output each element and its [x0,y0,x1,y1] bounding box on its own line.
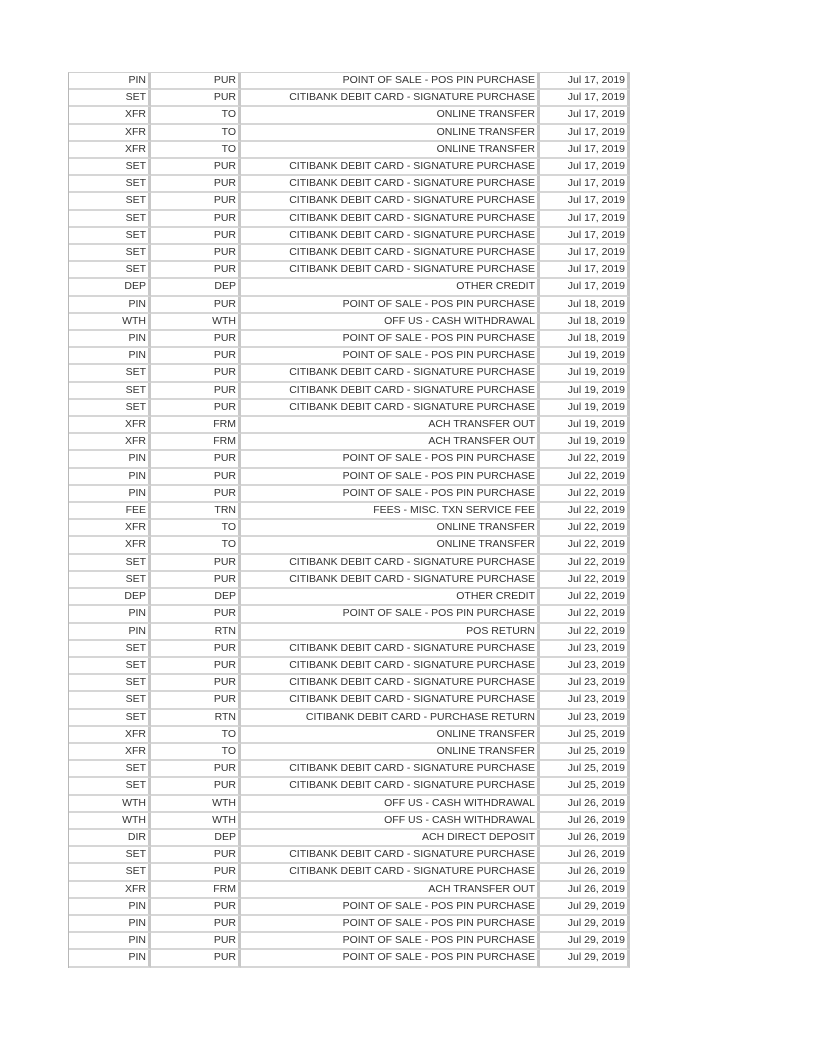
transaction-type-cell: DIR [69,830,151,847]
table-row [69,383,630,400]
transaction-description-cell: POINT OF SALE - POS PIN PURCHASE [241,451,540,468]
table-row [69,486,630,503]
transaction-date-cell: Jul 22, 2019 [540,606,630,623]
transaction-code-cell: TO [151,142,241,159]
table-row [69,176,630,193]
transaction-type-cell: XFR [69,520,151,537]
transaction-type-cell: SET [69,641,151,658]
transactions-table [68,72,630,968]
transaction-description-cell: ONLINE TRANSFER [241,125,540,142]
transaction-type-cell: FEE [69,503,151,520]
transaction-code-cell: PUR [151,90,241,107]
transaction-description-cell: CITIBANK DEBIT CARD - SIGNATURE PURCHASE [241,262,540,279]
transaction-description-cell: POINT OF SALE - POS PIN PURCHASE [241,331,540,348]
transaction-code-cell: PUR [151,451,241,468]
transaction-description-cell: OFF US - CASH WITHDRAWAL [241,796,540,813]
transaction-type-cell: WTH [69,813,151,830]
table-row [69,279,630,296]
transaction-description-cell: CITIBANK DEBIT CARD - SIGNATURE PURCHASE [241,761,540,778]
transaction-code-cell: PUR [151,365,241,382]
transaction-date-cell: Jul 23, 2019 [540,658,630,675]
transaction-code-cell: PUR [151,572,241,589]
transaction-date-cell: Jul 22, 2019 [540,451,630,468]
transaction-description-cell: ACH TRANSFER OUT [241,417,540,434]
table-row [69,778,630,795]
transaction-description-cell: POINT OF SALE - POS PIN PURCHASE [241,297,540,314]
transaction-date-cell: Jul 22, 2019 [540,537,630,554]
transaction-description-cell: CITIBANK DEBIT CARD - SIGNATURE PURCHASE [241,176,540,193]
transaction-type-cell: SET [69,262,151,279]
transaction-date-cell: Jul 17, 2019 [540,90,630,107]
transaction-description-cell: POINT OF SALE - POS PIN PURCHASE [241,486,540,503]
transaction-description-cell: POINT OF SALE - POS PIN PURCHASE [241,73,540,90]
transaction-type-cell: WTH [69,796,151,813]
table-row [69,813,630,830]
transaction-type-cell: SET [69,365,151,382]
transaction-description-cell: ONLINE TRANSFER [241,107,540,124]
transaction-type-cell: PIN [69,606,151,623]
table-row [69,692,630,709]
transaction-code-cell: PUR [151,297,241,314]
transaction-description-cell: OTHER CREDIT [241,589,540,606]
transaction-code-cell: PUR [151,606,241,623]
table-row [69,864,630,881]
transaction-date-cell: Jul 18, 2019 [540,314,630,331]
transaction-code-cell: PUR [151,228,241,245]
transaction-date-cell: Jul 23, 2019 [540,641,630,658]
table-row [69,624,630,641]
transaction-type-cell: SET [69,159,151,176]
transaction-type-cell: XFR [69,142,151,159]
transaction-type-cell: PIN [69,451,151,468]
transaction-description-cell: CITIBANK DEBIT CARD - SIGNATURE PURCHASE [241,211,540,228]
table-row [69,950,630,967]
transaction-type-cell: SET [69,400,151,417]
transaction-description-cell: CITIBANK DEBIT CARD - SIGNATURE PURCHASE [241,572,540,589]
transaction-date-cell: Jul 17, 2019 [540,193,630,210]
transaction-description-cell: CITIBANK DEBIT CARD - SIGNATURE PURCHASE [241,193,540,210]
transaction-description-cell: CITIBANK DEBIT CARD - SIGNATURE PURCHASE [241,778,540,795]
transaction-description-cell: ONLINE TRANSFER [241,520,540,537]
transaction-type-cell: PIN [69,899,151,916]
transaction-date-cell: Jul 22, 2019 [540,486,630,503]
table-row [69,847,630,864]
transaction-description-cell: POINT OF SALE - POS PIN PURCHASE [241,916,540,933]
transaction-code-cell: RTN [151,710,241,727]
transaction-code-cell: PUR [151,555,241,572]
transaction-code-cell: PUR [151,400,241,417]
transaction-description-cell: CITIBANK DEBIT CARD - SIGNATURE PURCHASE [241,864,540,881]
transaction-type-cell: PIN [69,624,151,641]
transaction-type-cell: PIN [69,933,151,950]
transaction-type-cell: SET [69,658,151,675]
transaction-type-cell: XFR [69,744,151,761]
transaction-date-cell: Jul 22, 2019 [540,469,630,486]
transaction-code-cell: PUR [151,486,241,503]
transaction-description-cell: POINT OF SALE - POS PIN PURCHASE [241,933,540,950]
transaction-date-cell: Jul 17, 2019 [540,73,630,90]
table-row [69,469,630,486]
transaction-type-cell: XFR [69,417,151,434]
transaction-description-cell: CITIBANK DEBIT CARD - SIGNATURE PURCHASE [241,228,540,245]
transaction-description-cell: FEES - MISC. TXN SERVICE FEE [241,503,540,520]
transaction-code-cell: PUR [151,348,241,365]
transaction-type-cell: SET [69,90,151,107]
transaction-description-cell: OTHER CREDIT [241,279,540,296]
transaction-date-cell: Jul 22, 2019 [540,520,630,537]
table-row [69,331,630,348]
transaction-description-cell: ONLINE TRANSFER [241,142,540,159]
transaction-date-cell: Jul 22, 2019 [540,589,630,606]
transaction-description-cell: CITIBANK DEBIT CARD - SIGNATURE PURCHASE [241,847,540,864]
transaction-description-cell: OFF US - CASH WITHDRAWAL [241,314,540,331]
transaction-code-cell: PUR [151,383,241,400]
transaction-code-cell: FRM [151,882,241,899]
transaction-date-cell: Jul 17, 2019 [540,142,630,159]
transaction-type-cell: SET [69,176,151,193]
transaction-description-cell: CITIBANK DEBIT CARD - SIGNATURE PURCHASE [241,245,540,262]
transaction-code-cell: TO [151,537,241,554]
transaction-description-cell: ONLINE TRANSFER [241,744,540,761]
transaction-date-cell: Jul 17, 2019 [540,279,630,296]
transaction-date-cell: Jul 26, 2019 [540,830,630,847]
transaction-code-cell: PUR [151,641,241,658]
transaction-code-cell: DEP [151,589,241,606]
transaction-description-cell: CITIBANK DEBIT CARD - SIGNATURE PURCHASE [241,641,540,658]
transaction-code-cell: PUR [151,899,241,916]
transaction-code-cell: PUR [151,262,241,279]
transaction-type-cell: PIN [69,916,151,933]
transaction-description-cell: ACH TRANSFER OUT [241,434,540,451]
table-row [69,365,630,382]
transaction-type-cell: SET [69,778,151,795]
transaction-code-cell: DEP [151,830,241,847]
transaction-type-cell: SET [69,193,151,210]
transaction-date-cell: Jul 19, 2019 [540,434,630,451]
transaction-date-cell: Jul 17, 2019 [540,228,630,245]
transaction-description-cell: CITIBANK DEBIT CARD - SIGNATURE PURCHASE [241,90,540,107]
table-row [69,90,630,107]
transaction-code-cell: PUR [151,847,241,864]
transaction-description-cell: CITIBANK DEBIT CARD - SIGNATURE PURCHASE [241,159,540,176]
transaction-code-cell: FRM [151,434,241,451]
table-row [69,710,630,727]
transaction-date-cell: Jul 26, 2019 [540,813,630,830]
transaction-type-cell: SET [69,864,151,881]
table-row [69,503,630,520]
table-row [69,761,630,778]
table-row [69,555,630,572]
table-row [69,882,630,899]
table-row [69,107,630,124]
transaction-date-cell: Jul 17, 2019 [540,107,630,124]
table-row [69,572,630,589]
table-row [69,245,630,262]
transaction-type-cell: SET [69,761,151,778]
transaction-type-cell: PIN [69,950,151,967]
table-row [69,400,630,417]
transaction-type-cell: XFR [69,882,151,899]
transaction-date-cell: Jul 17, 2019 [540,211,630,228]
transaction-code-cell: TO [151,727,241,744]
transaction-code-cell: PUR [151,916,241,933]
table-row [69,606,630,623]
table-row [69,348,630,365]
transaction-date-cell: Jul 17, 2019 [540,262,630,279]
table-row [69,125,630,142]
transaction-type-cell: PIN [69,469,151,486]
transaction-date-cell: Jul 23, 2019 [540,710,630,727]
table-row [69,830,630,847]
transaction-code-cell: PUR [151,675,241,692]
transaction-code-cell: TO [151,125,241,142]
transaction-description-cell: CITIBANK DEBIT CARD - SIGNATURE PURCHASE [241,365,540,382]
table-row [69,434,630,451]
transaction-code-cell: PUR [151,211,241,228]
transaction-code-cell: PUR [151,73,241,90]
transaction-description-cell: OFF US - CASH WITHDRAWAL [241,813,540,830]
transaction-code-cell: PUR [151,331,241,348]
transaction-code-cell: TO [151,520,241,537]
transaction-date-cell: Jul 18, 2019 [540,331,630,348]
transaction-type-cell: XFR [69,727,151,744]
transaction-type-cell: SET [69,555,151,572]
transaction-code-cell: PUR [151,761,241,778]
transaction-type-cell: XFR [69,125,151,142]
transaction-date-cell: Jul 22, 2019 [540,572,630,589]
table-row [69,899,630,916]
table-row [69,796,630,813]
transaction-type-cell: DEP [69,589,151,606]
transaction-description-cell: CITIBANK DEBIT CARD - SIGNATURE PURCHASE [241,400,540,417]
table-row [69,73,630,90]
transaction-date-cell: Jul 19, 2019 [540,400,630,417]
transaction-date-cell: Jul 29, 2019 [540,916,630,933]
transaction-code-cell: PUR [151,778,241,795]
transaction-description-cell: CITIBANK DEBIT CARD - SIGNATURE PURCHASE [241,658,540,675]
transaction-date-cell: Jul 25, 2019 [540,761,630,778]
transaction-code-cell: WTH [151,813,241,830]
transaction-type-cell: SET [69,245,151,262]
transaction-date-cell: Jul 19, 2019 [540,365,630,382]
transaction-description-cell: POINT OF SALE - POS PIN PURCHASE [241,899,540,916]
table-row [69,262,630,279]
transaction-date-cell: Jul 17, 2019 [540,176,630,193]
transaction-date-cell: Jul 17, 2019 [540,125,630,142]
transaction-code-cell: DEP [151,279,241,296]
transaction-description-cell: POINT OF SALE - POS PIN PURCHASE [241,469,540,486]
table-row [69,641,630,658]
transaction-date-cell: Jul 26, 2019 [540,882,630,899]
transaction-date-cell: Jul 26, 2019 [540,796,630,813]
table-row [69,537,630,554]
transaction-code-cell: PUR [151,193,241,210]
transaction-type-cell: XFR [69,537,151,554]
transaction-type-cell: PIN [69,297,151,314]
transaction-code-cell: PUR [151,159,241,176]
transaction-description-cell: CITIBANK DEBIT CARD - SIGNATURE PURCHASE [241,383,540,400]
transaction-date-cell: Jul 26, 2019 [540,864,630,881]
transaction-type-cell: PIN [69,331,151,348]
transaction-type-cell: SET [69,572,151,589]
transaction-code-cell: PUR [151,933,241,950]
transaction-type-cell: DEP [69,279,151,296]
transaction-date-cell: Jul 25, 2019 [540,727,630,744]
transaction-description-cell: ACH TRANSFER OUT [241,882,540,899]
table-row [69,589,630,606]
transaction-date-cell: Jul 25, 2019 [540,778,630,795]
transaction-code-cell: TO [151,107,241,124]
transaction-date-cell: Jul 19, 2019 [540,417,630,434]
transaction-date-cell: Jul 17, 2019 [540,159,630,176]
transaction-type-cell: SET [69,847,151,864]
transaction-date-cell: Jul 25, 2019 [540,744,630,761]
transaction-code-cell: WTH [151,314,241,331]
table-row [69,933,630,950]
table-row [69,211,630,228]
transaction-description-cell: CITIBANK DEBIT CARD - PURCHASE RETURN [241,710,540,727]
transaction-date-cell: Jul 19, 2019 [540,383,630,400]
transaction-code-cell: PUR [151,469,241,486]
table-row [69,142,630,159]
transaction-type-cell: XFR [69,107,151,124]
table-row [69,520,630,537]
transaction-date-cell: Jul 23, 2019 [540,692,630,709]
table-row [69,658,630,675]
transactions-table-body [69,73,630,968]
transaction-date-cell: Jul 23, 2019 [540,675,630,692]
transaction-code-cell: TRN [151,503,241,520]
table-row [69,297,630,314]
table-row [69,314,630,331]
table-row [69,228,630,245]
transaction-type-cell: PIN [69,348,151,365]
transaction-code-cell: FRM [151,417,241,434]
transaction-type-cell: SET [69,692,151,709]
transaction-type-cell: PIN [69,486,151,503]
transaction-date-cell: Jul 22, 2019 [540,555,630,572]
transaction-description-cell: POINT OF SALE - POS PIN PURCHASE [241,606,540,623]
transaction-code-cell: PUR [151,658,241,675]
transaction-description-cell: ONLINE TRANSFER [241,727,540,744]
transaction-type-cell: WTH [69,314,151,331]
transaction-code-cell: PUR [151,245,241,262]
transaction-type-cell: SET [69,675,151,692]
transaction-type-cell: SET [69,228,151,245]
transaction-code-cell: RTN [151,624,241,641]
transaction-description-cell: POS RETURN [241,624,540,641]
transaction-description-cell: ONLINE TRANSFER [241,537,540,554]
table-row [69,916,630,933]
transaction-description-cell: POINT OF SALE - POS PIN PURCHASE [241,950,540,967]
table-row [69,727,630,744]
transaction-type-cell: SET [69,383,151,400]
transaction-code-cell: WTH [151,796,241,813]
transaction-description-cell: POINT OF SALE - POS PIN PURCHASE [241,348,540,365]
transaction-date-cell: Jul 29, 2019 [540,950,630,967]
transaction-date-cell: Jul 29, 2019 [540,899,630,916]
table-row [69,744,630,761]
transaction-description-cell: CITIBANK DEBIT CARD - SIGNATURE PURCHASE [241,555,540,572]
transaction-date-cell: Jul 29, 2019 [540,933,630,950]
transaction-date-cell: Jul 22, 2019 [540,503,630,520]
transaction-code-cell: PUR [151,692,241,709]
table-row [69,193,630,210]
transaction-date-cell: Jul 19, 2019 [540,348,630,365]
transaction-code-cell: PUR [151,950,241,967]
transaction-type-cell: SET [69,211,151,228]
transaction-type-cell: SET [69,710,151,727]
transaction-code-cell: TO [151,744,241,761]
transaction-description-cell: CITIBANK DEBIT CARD - SIGNATURE PURCHASE [241,692,540,709]
transaction-type-cell: PIN [69,73,151,90]
transaction-code-cell: PUR [151,176,241,193]
transaction-type-cell: XFR [69,434,151,451]
transaction-description-cell: CITIBANK DEBIT CARD - SIGNATURE PURCHASE [241,675,540,692]
transaction-description-cell: ACH DIRECT DEPOSIT [241,830,540,847]
transaction-date-cell: Jul 18, 2019 [540,297,630,314]
table-row [69,417,630,434]
transaction-date-cell: Jul 17, 2019 [540,245,630,262]
transaction-date-cell: Jul 22, 2019 [540,624,630,641]
table-row [69,159,630,176]
transaction-code-cell: PUR [151,864,241,881]
table-row [69,451,630,468]
transaction-date-cell: Jul 26, 2019 [540,847,630,864]
table-row [69,675,630,692]
